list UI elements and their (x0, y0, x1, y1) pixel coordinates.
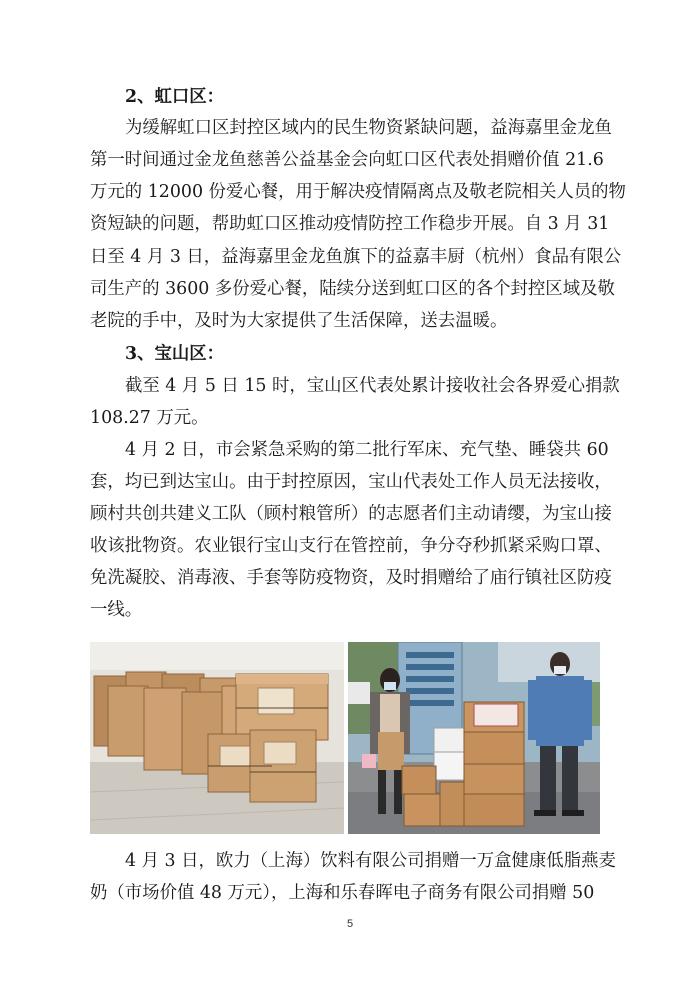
paragraph-line: 顾村共创共建义工队（顾村粮管所）的志愿者们主动请缨，为宝山接 (90, 504, 612, 524)
paragraph-line: 4 月 3 日，欧力（上海）饮料有限公司捐赠一万盒健康低脂燕麦 (125, 851, 616, 871)
donation-handover-photo (348, 642, 600, 834)
paragraph-line: 一线。 (90, 600, 143, 620)
paragraph-line: 免洗凝胶、消毒液、手套等防疫物资，及时捐赠给了庙行镇社区防疫 (90, 568, 612, 588)
paragraph-line: 4 月 2 日，市会紧急采购的第二批行军床、充气垫、睡袋共 60 (125, 440, 609, 460)
paragraph-line: 截至 4 月 5 日 15 时，宝山区代表处累计接收社会各界爱心捐款 (125, 376, 620, 396)
paragraph-line: 套，均已到达宝山。由于封控原因，宝山代表处工作人员无法接收， (90, 472, 612, 492)
section-heading-hongkou: 2、虹口区： (125, 87, 225, 107)
paragraph-line: 第一时间通过金龙鱼慈善公益基金会向虹口区代表处捐赠价值 21.6 (90, 150, 604, 170)
paragraph-line: 司生产的 3600 多份爱心餐，陆续分送到虹口区的各个封控区域及敬 (90, 279, 615, 299)
paragraph-line: 为缓解虹口区封控区域内的民生物资紧缺问题，益海嘉里金龙鱼 (125, 118, 612, 138)
stacked-cardboard-boxes-photo (90, 642, 344, 834)
page-number: 5 (346, 918, 354, 930)
paragraph-line: 老院的手中，及时为大家提供了生活保障，送去温暖。 (90, 311, 508, 331)
paragraph-line: 万元的 12000 份爱心餐，用于解决疫情隔离点及敬老院相关人员的物 (90, 182, 626, 202)
section-heading-baoshan: 3、宝山区： (125, 344, 225, 364)
paragraph-line: 奶（市场价值 48 万元），上海和乐春晖电子商务有限公司捐赠 50 (90, 883, 595, 903)
paragraph-line: 收该批物资。农业银行宝山支行在管控前，争分夺秒抓紧采购口罩、 (90, 536, 612, 556)
paragraph-line: 108.27 万元。 (90, 408, 209, 428)
paragraph-line: 资短缺的问题，帮助虹口区推动疫情防控工作稳步开展。自 3 月 31 (90, 214, 610, 234)
paragraph-line: 日至 4 月 3 日，益海嘉里金龙鱼旗下的益嘉丰厨（杭州）食品有限公 (90, 247, 622, 267)
